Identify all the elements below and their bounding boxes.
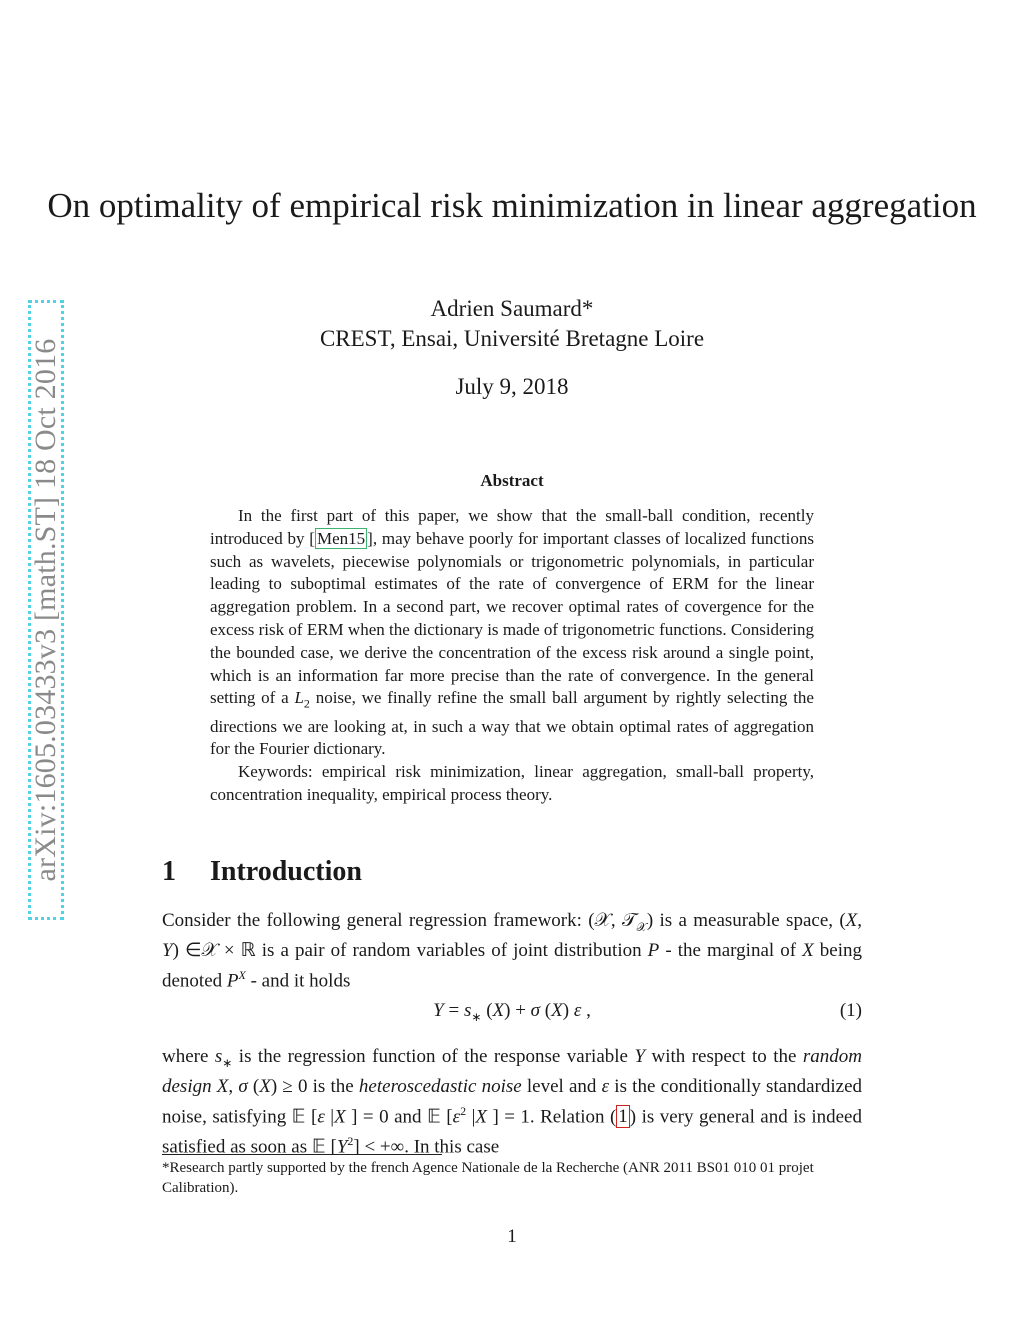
section-title: Introduction xyxy=(210,856,362,887)
intro-paragraph-1: Consider the following general regression framework: (𝒳, 𝒯$_𝒳$) is a measurable space, (X, Y) ∈𝒳 × ℝ is a pair of random variables of joint distribution P - the marginal of X being denoted $P^X$ - and it holds xyxy=(162,910,862,992)
intro-paragraph-2: where $s_∗$ is the regression function of the response variable Y with respect to the random design X, σ (X) ≥ 0 is the heteroscedastic noise level and ε is the conditionally standardized noise, satisfying 𝔼 [ε |X ] = 0 and 𝔼 [$\varepsilon^2$ |X ] = 1. Relation ( 1 ) is very general and is indeed satisfied as soon as 𝔼 $[Y^2]$ < +∞. In this case xyxy=(162,1046,863,1158)
footnote-rule xyxy=(162,1154,442,1155)
abstract-body: In the first part of this paper, we show that the small-ball condition, recently introduced by [ Men15 ], may behave poorly for important classes of localized functions such as wavelets, piecewise polynomials or trigonometric polynomials, in particular leading to suboptimal estimates of the rate of convergence of ERM for the linear aggregation problem. In a second part, we recover optimal rates of covergence for the excess risk of ERM when the dictionary is made of trigonometric functions. Considering the bounded case, we derive the concentration of the excess risk around a single point, which is an information far more precise than the rate of convergence. In the general setting of a $L_2$ noise, we finally refine the small ball argument by rightly selecting the directions we are looking at, in such a way that we obtain optimal rates of aggregation for the Fourier dictionary. Keywords: empirical risk minimization, linear aggregation, small-ball property, concentration inequality, empirical process theory. xyxy=(210,505,814,807)
author-affiliation: CREST, Ensai, Université Bretagne Loire xyxy=(319,326,705,351)
equation-1: $Y = s_∗$ (X) + σ (X) ε , (1) xyxy=(433,1000,862,1024)
section-heading xyxy=(162,856,362,888)
paper-title: On optimality of empirical risk minimization in linear aggregation xyxy=(47,186,977,225)
paper-date: July 9, 2018 xyxy=(455,374,569,399)
equation-number: (1) xyxy=(839,1000,862,1021)
section-number: 1 xyxy=(162,856,176,887)
author-name: Adrien Saumard* xyxy=(430,296,594,321)
arxiv-identifier[interactable]: arXiv:1605.03433v3 [math.ST] 18 Oct 2016 xyxy=(29,338,62,882)
page-number: 1 xyxy=(507,1226,517,1247)
footnote: *Research partly supported by the french Agence Nationale de la Recherche (ANR 2011 BS01 010 01 projet Calibration). xyxy=(162,1160,814,1196)
keywords: Keywords: empirical risk minimization, linear aggregation, small-ball property, concentration inequality, empirical process theory. xyxy=(210,762,814,804)
abstract-heading: Abstract xyxy=(480,471,544,490)
citation-link[interactable]: Men15 xyxy=(316,528,366,548)
equation-reference-link[interactable]: 1 xyxy=(618,1106,628,1128)
